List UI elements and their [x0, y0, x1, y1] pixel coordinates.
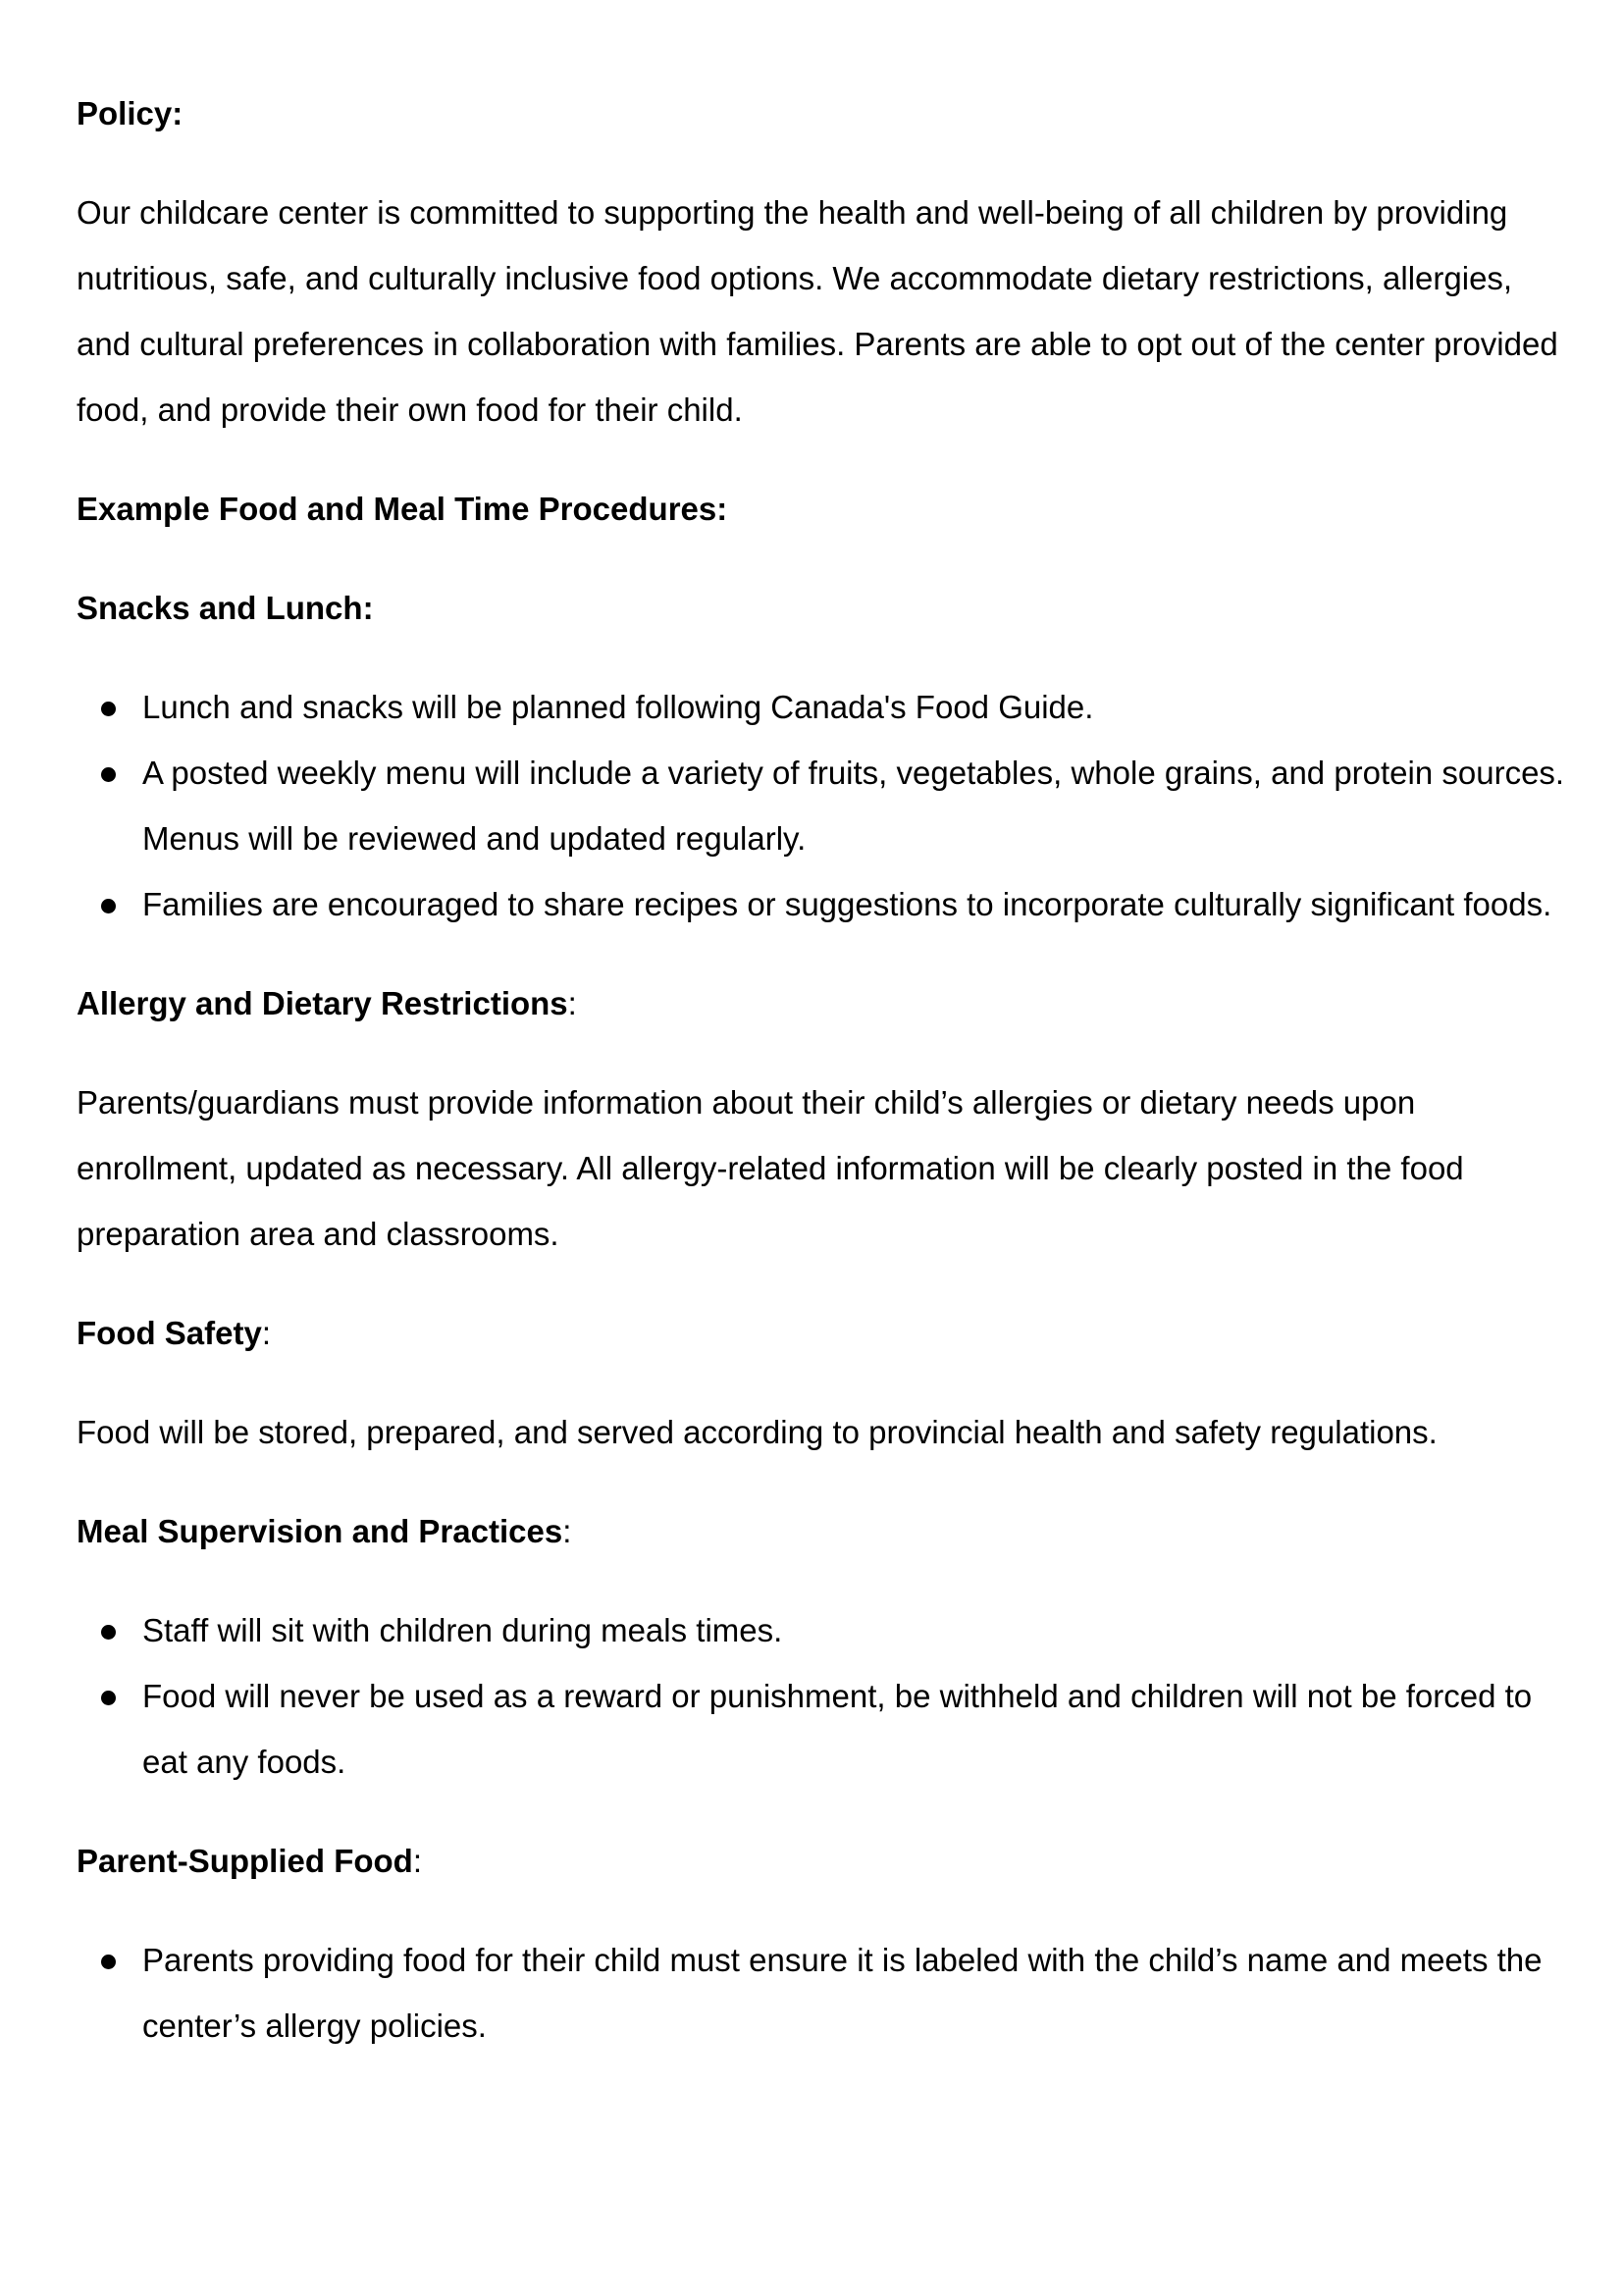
allergy-heading-colon: : — [567, 985, 577, 1021]
allergy-paragraph: Parents/guardians must provide information about their child’s allergies or dietary needs upon enrollment, updated as necessary. All allergy-related information will be clearly posted in the food preparation area and classrooms. — [77, 1084, 1464, 1252]
meal-supervision-heading-text: Meal Supervision and Practices — [77, 1513, 563, 1549]
bullet-icon — [101, 1625, 116, 1640]
policy-heading: Policy: — [77, 95, 183, 131]
bullet-icon — [101, 899, 116, 913]
list-item — [77, 674, 1568, 740]
list-item-text: Staff will sit with children during meals times. — [142, 1612, 783, 1648]
meal-supervision-list — [77, 1597, 1568, 1795]
list-item-text: Parents providing food for their child must ensure it is labeled with the child’s name and meets the center’s allergy policies. — [142, 1942, 1543, 2044]
document-page — [77, 80, 1568, 2092]
snacks-lunch-heading: Snacks and Lunch: — [77, 590, 374, 626]
meal-supervision-heading — [77, 1498, 1568, 1564]
policy-paragraph: Our childcare center is committed to supporting the health and well-being of all children by providing nutritious, safe, and culturally inclusive food options. We accommodate dietary restrictions, allergies, and cultural preferences in collaboration with families. Parents are able to opt out of the center provided food, and provide their own food for their child. — [77, 194, 1558, 428]
list-item — [77, 1663, 1568, 1795]
list-item — [77, 1927, 1568, 2059]
food-safety-heading-colon: : — [261, 1315, 272, 1351]
parent-food-heading-text: Parent-Supplied Food — [77, 1843, 413, 1879]
parent-food-heading — [77, 1828, 1568, 1894]
food-safety-heading — [77, 1300, 1568, 1366]
list-item-text: Families are encouraged to share recipes or suggestions to incorporate culturally significant foods. — [142, 886, 1552, 922]
parent-food-heading-colon: : — [412, 1843, 422, 1879]
list-item-text: A posted weekly menu will include a variety of fruits, vegetables, whole grains, and protein sources. Menus will be reviewed and updated regularly. — [142, 755, 1565, 857]
list-item — [77, 1597, 1568, 1663]
bullet-icon — [101, 767, 116, 782]
bullet-icon — [101, 702, 116, 716]
food-safety-paragraph: Food will be stored, prepared, and served according to provincial health and safety regulations. — [77, 1414, 1438, 1450]
bullet-icon — [101, 1955, 116, 1969]
allergy-heading — [77, 970, 1568, 1036]
snacks-lunch-list — [77, 674, 1568, 937]
bullet-icon — [101, 1691, 116, 1705]
list-item — [77, 740, 1568, 871]
parent-food-list — [77, 1927, 1568, 2059]
list-item — [77, 871, 1568, 937]
list-item-text: Food will never be used as a reward or punishment, be withheld and children will not be forced to eat any foods. — [142, 1678, 1533, 1780]
procedures-heading: Example Food and Meal Time Procedures: — [77, 491, 728, 527]
allergy-heading-text: Allergy and Dietary Restrictions — [77, 985, 568, 1021]
list-item-text: Lunch and snacks will be planned following Canada's Food Guide. — [142, 689, 1094, 725]
meal-supervision-heading-colon: : — [562, 1513, 572, 1549]
food-safety-heading-text: Food Safety — [77, 1315, 262, 1351]
